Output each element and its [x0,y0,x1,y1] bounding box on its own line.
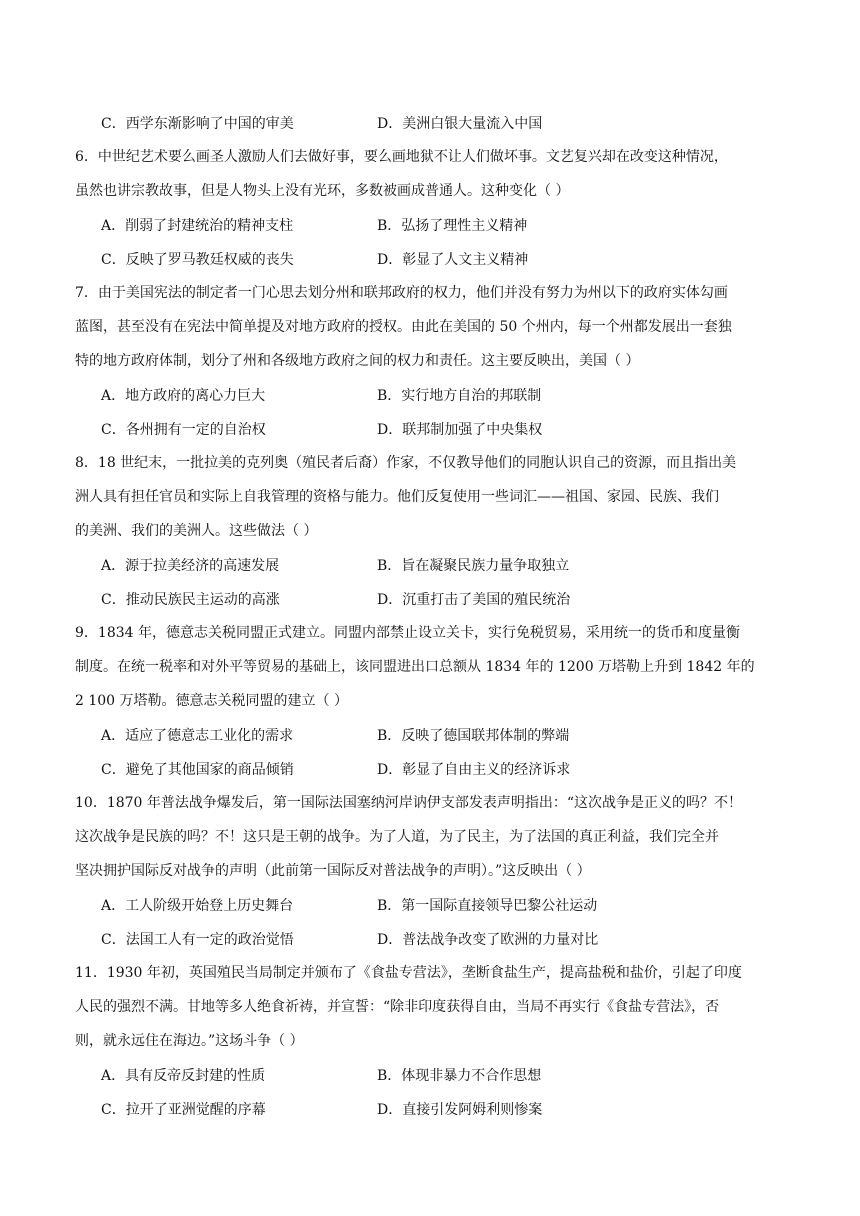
question-stem [75,616,787,718]
options-row-cd [75,412,787,446]
option-b: B．体现非暴力不合作思想 [377,1068,542,1084]
stem-line: 7．由于美国宪法的制定者一门心思去划分州和联邦政府的权力，他们并没有努力为州以下的政府实体勾画 [75,285,728,301]
option-b: B．弘扬了理性主义精神 [377,218,528,234]
option-c: C．推动民族民主运动的高涨 [101,592,280,608]
question-stem [75,956,787,1058]
stem-line: 制度。在统一税率和对外平等贸易的基础上，该同盟进出口总额从 1834 年的 1200 万塔勒上升到 1842 年的 [75,659,755,675]
stem-line: 坚决拥护国际反对战争的声明（此前第一国际反对普法战争的声明）。”这反映出（ ） [75,863,591,879]
question-11 [75,956,787,1126]
option-b: B．实行地方自治的邦联制 [377,388,542,404]
stem-line: 10．1870 年普法战争爆发后，第一国际法国塞纳河岸讷伊支部发表声明指出：“这次战争是正义的吗？不！ [75,795,743,811]
options-row-cd [75,1092,787,1126]
stem-line: 人民的强烈不满。甘地等多人绝食祈祷，并宣誓：“除非印度获得自由，当局不再实行《食盐专营法》，否 [75,999,720,1015]
option-c: C．避免了其他国家的商品倾销 [101,762,294,778]
options-row-cd-continued [75,106,787,140]
option-c: C．拉开了亚洲觉醒的序幕 [101,1102,266,1118]
option-b: B．反映了德国联邦体制的弊端 [377,728,570,744]
stem-line: 11．1930 年初，英国殖民当局制定并颁布了《食盐专营法》，垄断食盐生产，提高盐税和盐价，引起了印度 [75,965,742,981]
question-8 [75,446,787,616]
question-stem [75,786,787,888]
stem-line: 特的地方政府体制，划分了州和各级地方政府之间的权力和责任。这主要反映出，美国（ ） [75,353,640,369]
option-d: D．沉重打击了美国的殖民统治 [377,592,571,608]
option-c: C．反映了罗马教廷权威的丧失 [101,252,294,268]
option-d: D．美洲白银大量流入中国 [377,116,543,132]
option-a: A．工人阶级开始登上历史舞台 [101,898,294,914]
option-d: D．彰显了人文主义精神 [377,252,529,268]
option-d: D．直接引发阿姆利则惨案 [377,1102,543,1118]
options-row-cd [75,242,787,276]
stem-line: 9．1834 年，德意志关税同盟正式建立。同盟内部禁止设立关卡，实行免税贸易，采用统一的货币和度量衡 [75,625,740,641]
stem-line: 则，就永远住在海边。”这场斗争（ ） [75,1033,304,1049]
options-row-cd [75,582,787,616]
options-row-ab [75,1058,787,1092]
options-row-ab [75,888,787,922]
question-10 [75,786,787,956]
stem-line: 6．中世纪艺术要么画圣人激励人们去做好事，要么画地狱不让人们做坏事。文艺复兴却在改变这种情况， [75,149,728,165]
stem-line: 这次战争是民族的吗？不！这只是王朝的战争。为了人道，为了民主，为了法国的真正利益，我们完全并 [75,829,719,845]
options-row-ab [75,718,787,752]
stem-line: 虽然也讲宗教故事，但是人物头上没有光环，多数被画成普通人。这种变化（ ） [75,183,570,199]
options-row-ab [75,548,787,582]
question-7 [75,276,787,446]
question-6 [75,140,787,276]
option-c: C．法国工人有一定的政治觉悟 [101,932,294,948]
question-stem [75,446,787,548]
stem-line: 8．18 世纪末，一批拉美的克列奥（殖民者后裔）作家，不仅教导他们的同胞认识自己的资源，而且指出美 [75,455,737,471]
options-row-ab [75,378,787,412]
option-a: A．具有反帝反封建的性质 [101,1068,266,1084]
question-stem [75,276,787,378]
option-a: A．源于拉美经济的高速发展 [101,558,280,574]
stem-line: 蓝图，甚至没有在宪法中简单提及对地方政府的授权。由此在美国的 50 个州内，每一个州都发展出一套独 [75,319,732,335]
option-c: C．西学东渐影响了中国的审美 [101,116,294,132]
options-row-cd [75,752,787,786]
stem-line: 的美洲、我们的美洲人。这些做法（ ） [75,523,318,539]
question-9 [75,616,787,786]
option-a: A．适应了德意志工业化的需求 [101,728,294,744]
option-b: B．第一国际直接领导巴黎公社运动 [377,898,598,914]
stem-line: 2 100 万塔勒。德意志关税同盟的建立（ ） [75,693,348,709]
stem-line: 洲人具有担任官员和实际上自我管理的资格与能力。他们反复使用一些词汇——祖国、家园、民族、我们 [75,489,719,505]
option-a: A．削弱了封建统治的精神支柱 [101,218,294,234]
question-stem [75,140,787,208]
question-list [75,106,787,1126]
option-d: D．彰显了自由主义的经济诉求 [377,762,571,778]
option-b: B．旨在凝聚民族力量争取独立 [377,558,570,574]
options-row-ab [75,208,787,242]
option-d: D．普法战争改变了欧洲的力量对比 [377,932,599,948]
options-row-cd [75,922,787,956]
option-d: D．联邦制加强了中央集权 [377,422,543,438]
option-c: C．各州拥有一定的自治权 [101,422,266,438]
option-a: A．地方政府的离心力巨大 [101,388,266,404]
